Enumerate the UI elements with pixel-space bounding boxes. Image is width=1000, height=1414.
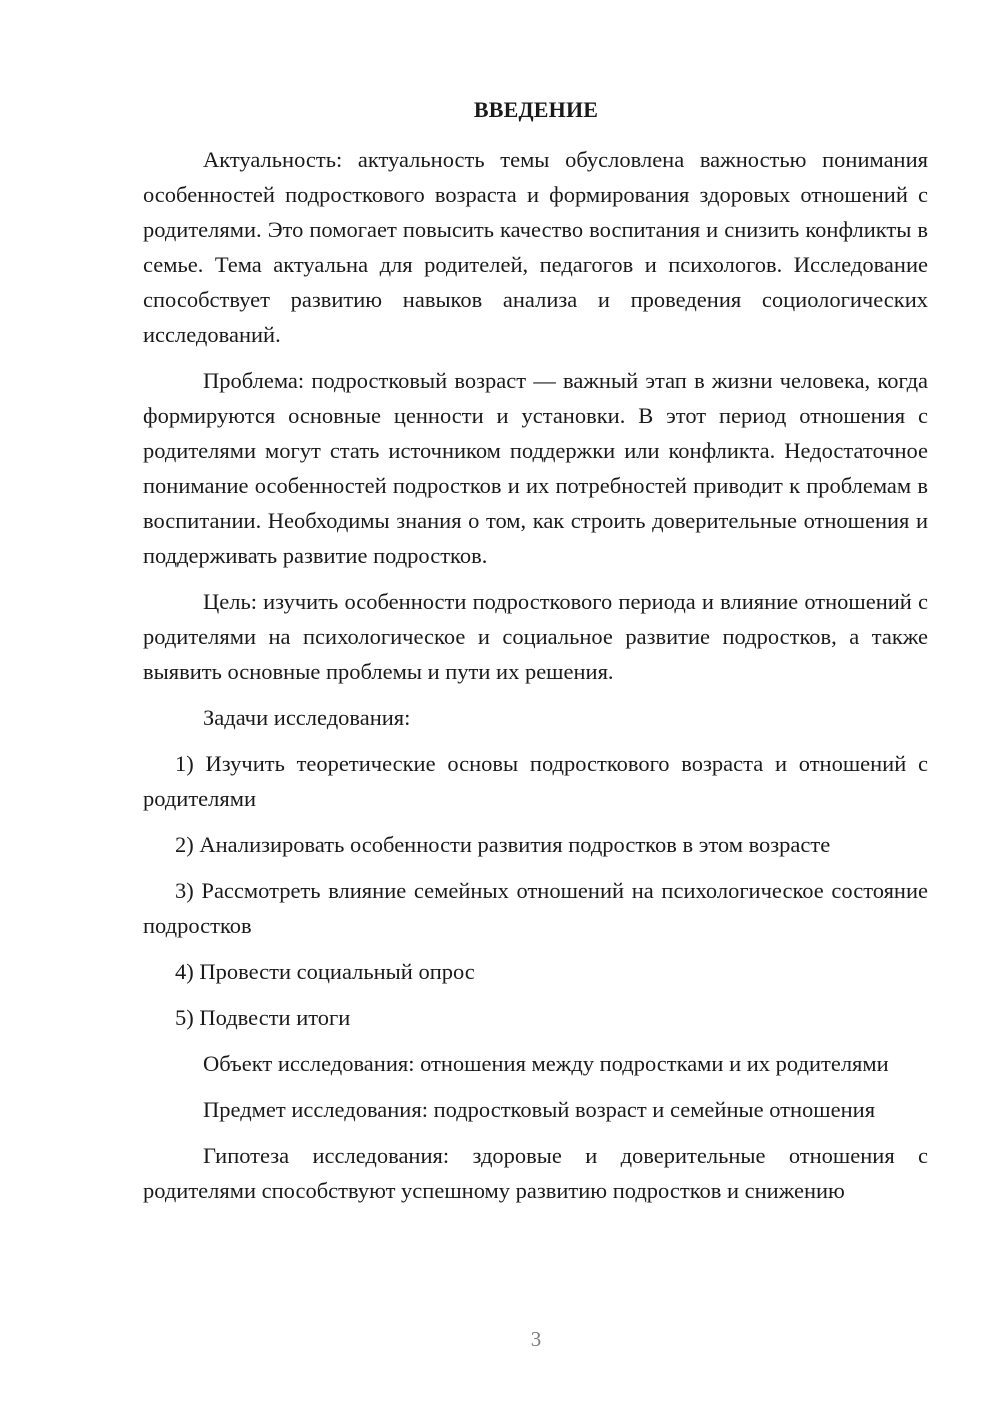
- task-item: 2) Анализировать особенности развития подростков в этом возрасте: [175, 832, 831, 857]
- subject-paragraph: Предмет исследования: подростковый возраст и семейные отношения: [203, 1097, 876, 1122]
- problem-paragraph: Проблема: подростковый возраст — важный этап в жизни человека, когда формируются основные ценности и установки. В этот период отношения с родителями могут стать источником поддержки или конфликта. Недостаточное понимание особенностей подростков и их потребностей приводит к проблемам в воспитании. Необходимы знания о том, как строить доверительные отношения и поддерживать развитие подростков.: [143, 368, 928, 568]
- hypothesis-paragraph: Гипотеза исследования: здоровые и доверительные отношения с родителями способствуют успешному развитию подростков и снижению: [143, 1143, 928, 1203]
- task-item: 4) Провести социальный опрос: [175, 959, 475, 984]
- task-item: 1) Изучить теоретические основы подросткового возраста и отношений с родителями: [143, 751, 928, 811]
- page-title: ВВЕДЕНИЕ: [473, 97, 599, 122]
- task-item: 5) Подвести итоги: [175, 1005, 351, 1030]
- relevance-paragraph: Актуальность: актуальность темы обусловлена важностью понимания особенностей подросткового возраста и формирования здоровых отношений с родителями. Это помогает повысить качество воспитания и снизить конфликты в семье. Тема актуальна для родителей, педагогов и психологов. Исследование способствует развитию навыков анализа и проведения социологических исследований.: [143, 147, 928, 347]
- task-item: 3) Рассмотреть влияние семейных отношений на психологическое состояние подростков: [143, 878, 928, 938]
- tasks-heading: Задачи исследования:: [203, 705, 411, 730]
- object-paragraph: Объект исследования: отношения между подростками и их родителями: [203, 1051, 889, 1076]
- document-body: [143, 142, 928, 1219]
- page-number: 3: [530, 1327, 542, 1351]
- goal-paragraph: Цель: изучить особенности подросткового периода и влияние отношений с родителями на психологическое и социальное развитие подростков, а также выявить основные проблемы и пути их решения.: [143, 589, 928, 684]
